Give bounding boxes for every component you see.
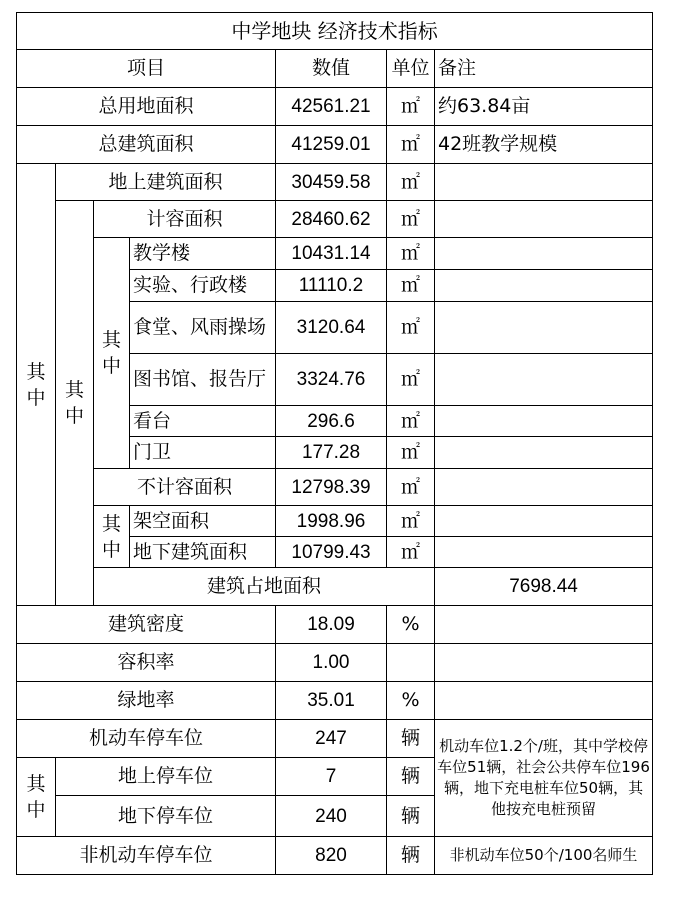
row-name: 计容面积 [94,201,276,238]
row-value: 7698.44 [435,568,653,606]
qizhong-label-level3 [94,238,130,469]
row-unit: ㎡ [387,88,435,126]
row-unit: 辆 [387,837,435,875]
row-note-empty [435,437,653,469]
header-value: 数值 [276,50,387,88]
row-unit: ㎡ [387,201,435,238]
row-name: 食堂、风雨操场 [130,302,276,354]
row-note: 42班教学规模 [435,126,653,164]
row-unit: ㎡ [387,406,435,437]
row-note-empty [435,537,653,568]
row-name: 门卫 [130,437,276,469]
row-name: 架空面积 [130,506,276,537]
row-note-empty [435,506,653,537]
row-note: 非机动车位50个/100名师生 [435,837,653,875]
row-name: 总建筑面积 [17,126,276,164]
table-row [17,201,653,238]
row-value: 820 [276,837,387,875]
header-note: 备注 [435,50,653,88]
qizhong-label-parking [17,758,56,837]
row-value: 247 [276,720,387,758]
table-row [17,88,653,126]
row-note-empty [435,469,653,506]
qizhong-label-level1 [17,164,56,606]
row-note-empty [435,164,653,201]
row-unit: 辆 [387,720,435,758]
row-note-empty [435,302,653,354]
row-name: 图书馆、报告厅 [130,354,276,406]
row-note-empty [435,682,653,720]
row-value: 12798.39 [276,469,387,506]
row-note-empty [435,606,653,644]
row-unit: ㎡ [387,506,435,537]
row-value: 11110.2 [276,270,387,302]
table-row [17,720,653,758]
title-row [17,13,653,50]
table-row [17,568,653,606]
row-unit: ㎡ [387,437,435,469]
row-name: 地下建筑面积 [130,537,276,568]
row-note: 约63.84亩 [435,88,653,126]
row-name: 实验、行政楼 [130,270,276,302]
row-note-empty [435,201,653,238]
table-row [17,644,653,682]
row-value: 28460.62 [276,201,387,238]
row-note-empty [435,238,653,270]
row-unit: ㎡ [387,354,435,406]
indicator-table [16,12,653,875]
row-note-empty [435,406,653,437]
row-name: 不计容面积 [94,469,276,506]
qizhong-text: 其中 [26,360,46,409]
row-value: 177.28 [276,437,387,469]
row-value: 7 [276,758,387,796]
table-row [17,837,653,875]
row-unit: ㎡ [387,469,435,506]
row-value: 1.00 [276,644,387,682]
row-name: 机动车停车位 [17,720,276,758]
row-value: 3324.76 [276,354,387,406]
row-name: 总用地面积 [17,88,276,126]
header-row [17,50,653,88]
row-unit: ㎡ [387,537,435,568]
qizhong-text: 其中 [26,773,46,821]
table-row [17,126,653,164]
row-name: 地上停车位 [56,758,276,796]
header-unit: 单位 [387,50,435,88]
table-row [17,164,653,201]
qizhong-text: 其中 [101,329,121,377]
row-unit: ㎡ [387,302,435,354]
row-name: 地下停车位 [56,796,276,837]
table-row [17,606,653,644]
row-name: 绿地率 [17,682,276,720]
qizhong-text: 其中 [64,379,84,427]
table-row [17,506,653,537]
row-unit: % [387,682,435,720]
row-value: 3120.64 [276,302,387,354]
row-value: 240 [276,796,387,837]
row-unit: 辆 [387,758,435,796]
table-row [17,682,653,720]
row-name: 看台 [130,406,276,437]
table-title: 中学地块 经济技术指标 [17,13,653,50]
qizhong-label-level2 [56,201,94,606]
row-name: 建筑密度 [17,606,276,644]
row-name: 非机动车停车位 [17,837,276,875]
row-unit: 辆 [387,796,435,837]
indicator-sheet [16,12,652,875]
row-value: 10431.14 [276,238,387,270]
qizhong-label-level3b [94,506,130,568]
row-note-empty [435,354,653,406]
row-note-parking: 机动车位1.2个/班，其中学校停车位51辆，社会公共停车位196辆，地下充电桩车位50辆，其他按充电桩预留 [435,720,653,837]
row-value: 35.01 [276,682,387,720]
row-name: 教学楼 [130,238,276,270]
row-unit: ㎡ [387,270,435,302]
row-unit: ㎡ [387,238,435,270]
row-note-empty [435,270,653,302]
row-value: 296.6 [276,406,387,437]
row-unit: ㎡ [387,126,435,164]
row-value: 18.09 [276,606,387,644]
row-value: 10799.43 [276,537,387,568]
header-item: 项目 [17,50,276,88]
row-unit [387,644,435,682]
row-value: 1998.96 [276,506,387,537]
table-row [17,238,653,270]
row-name: 容积率 [17,644,276,682]
row-value: 41259.01 [276,126,387,164]
row-unit: % [387,606,435,644]
row-name: 地上建筑面积 [56,164,276,201]
row-unit: ㎡ [387,164,435,201]
qizhong-text: 其中 [101,512,121,561]
row-value: 42561.21 [276,88,387,126]
table-row [17,469,653,506]
row-value: 30459.58 [276,164,387,201]
row-name: 建筑占地面积 [94,568,435,606]
row-note-empty [435,644,653,682]
